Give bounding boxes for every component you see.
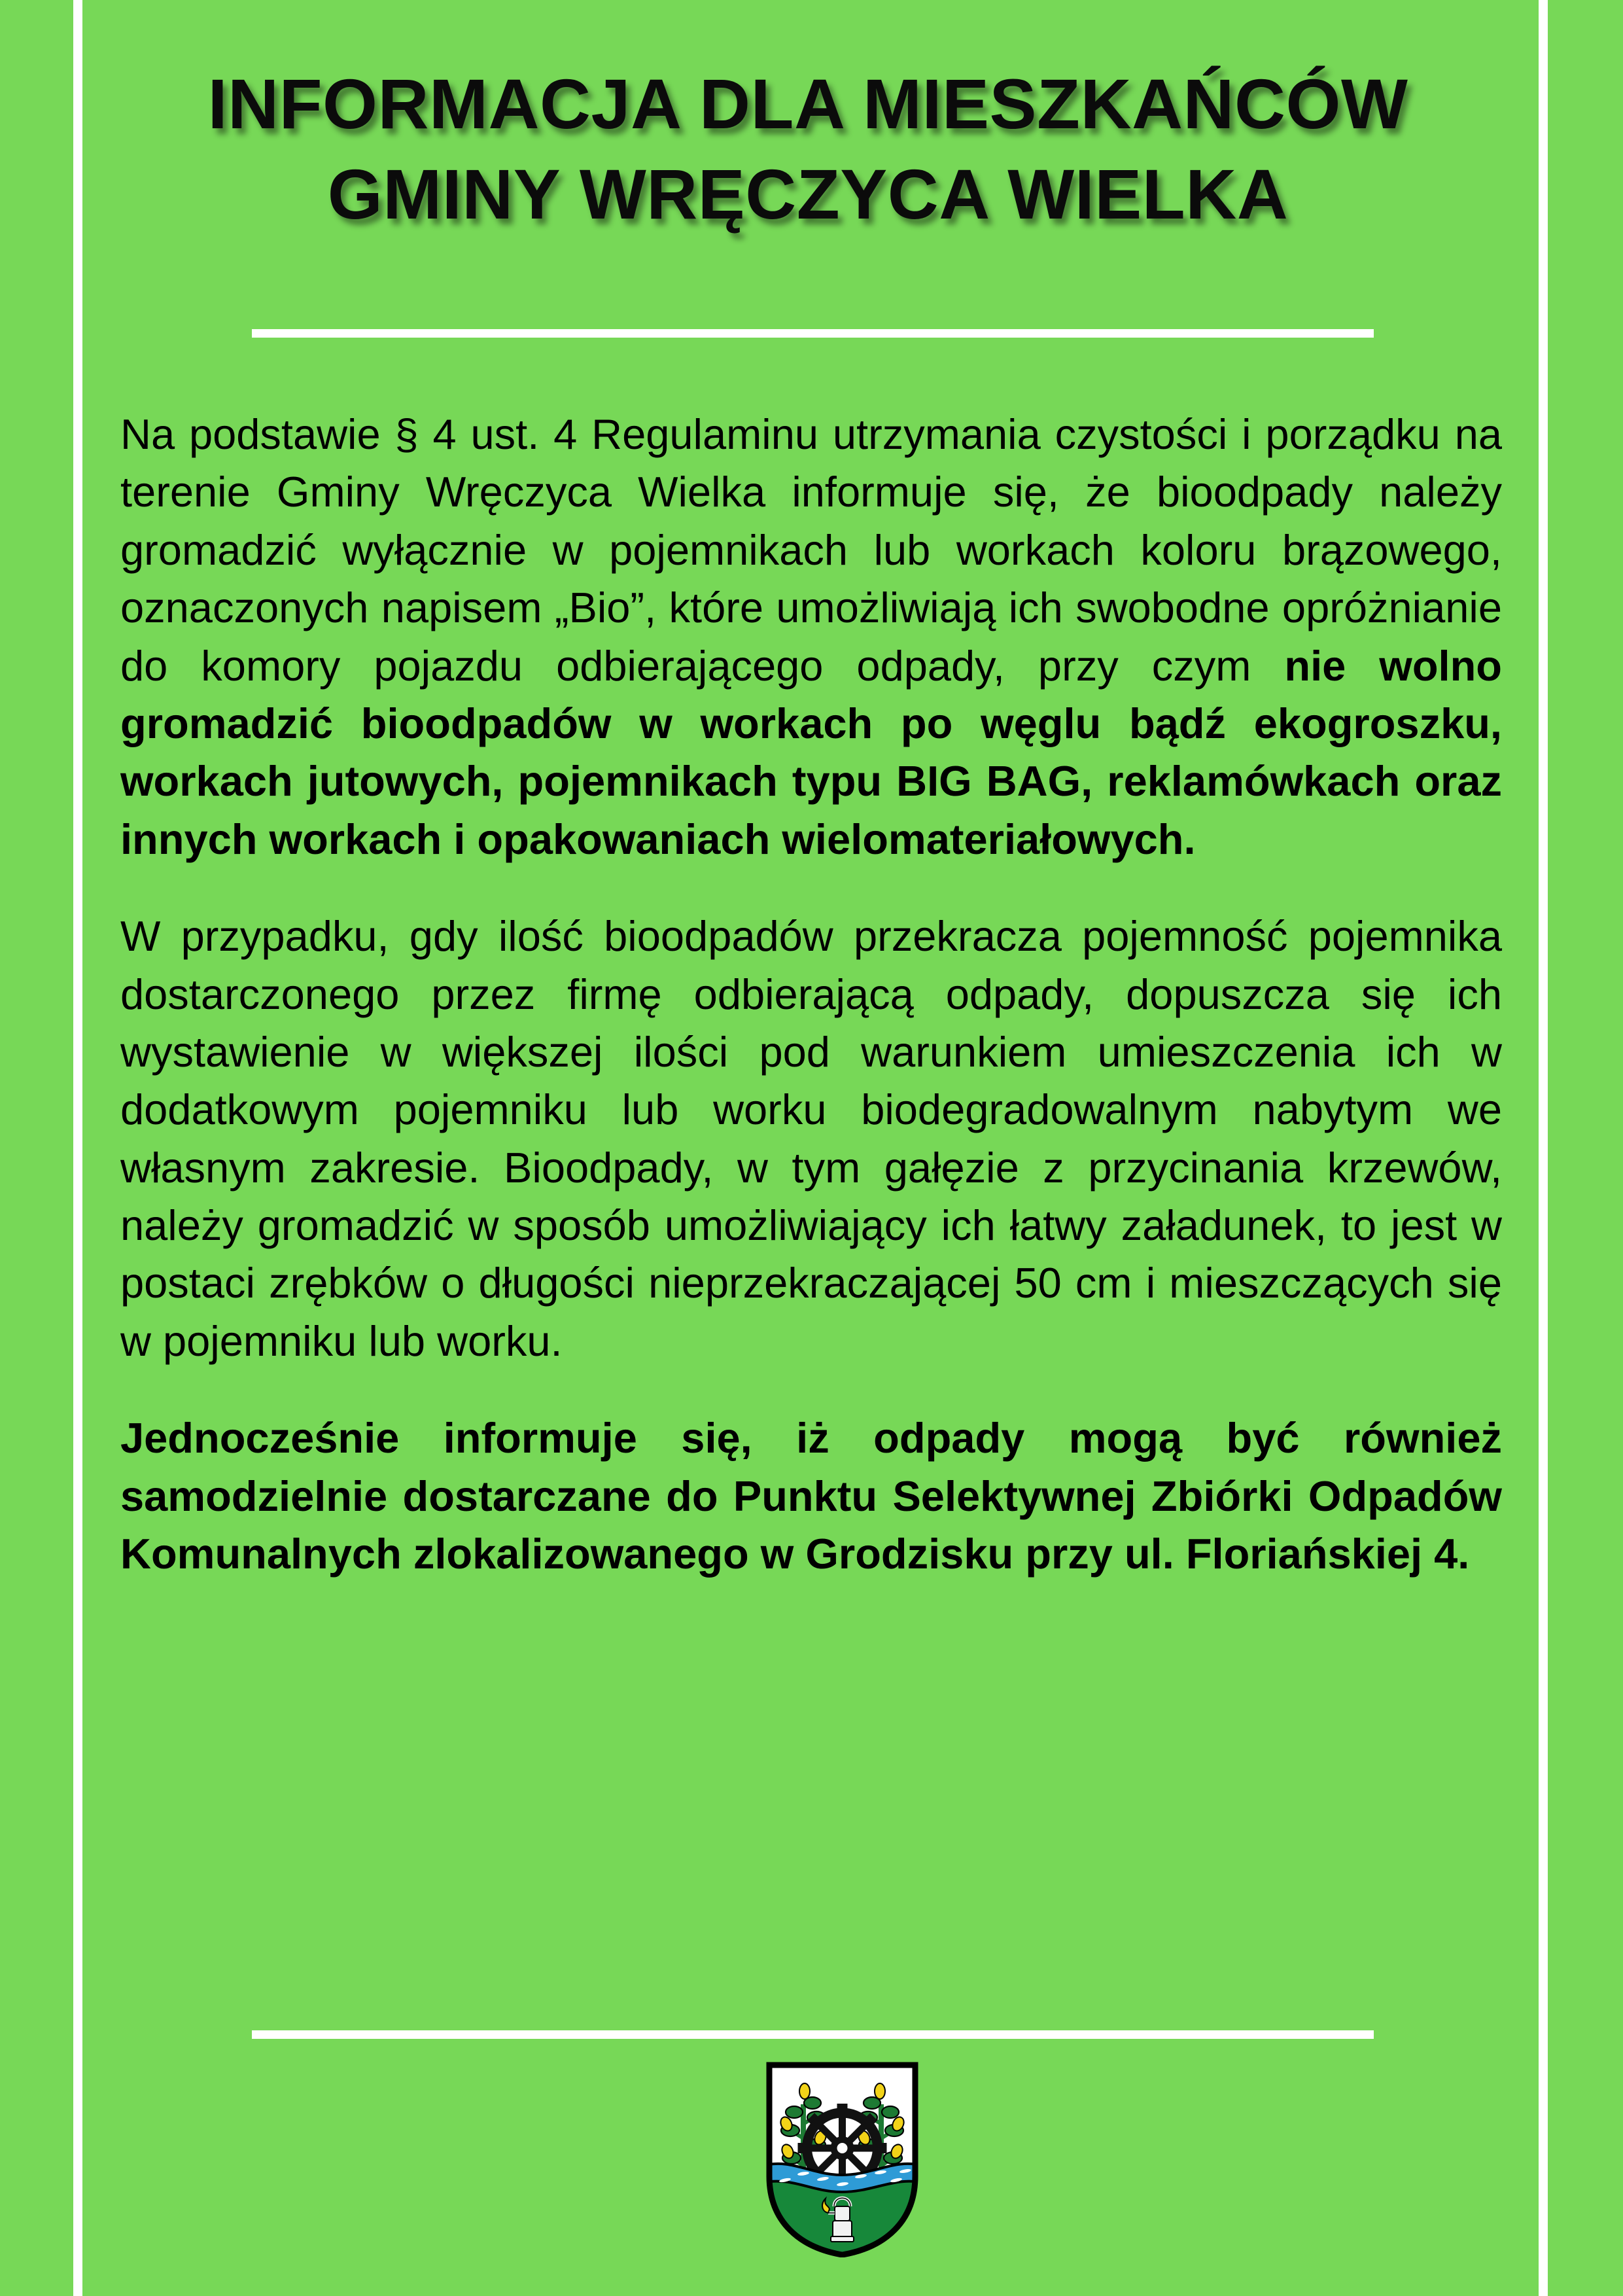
right-frame-rule: [1539, 0, 1548, 2296]
paragraph-1: [120, 406, 1502, 868]
paragraph-3: Jednocześnie informuje się, iż odpady mogą być również samodzielnie dostarczane do Punktu Selektywnej Zbiórki Odpadów Komunalnych zlokalizowanego w Grodzisku przy ul. Floriańskiej 4.: [120, 1414, 1502, 1578]
title-line-2: GMINY WRĘCZYCA WIELKA: [327, 154, 1289, 234]
divider-bottom: [252, 2030, 1374, 2039]
divider-top: [252, 329, 1374, 338]
paragraph-2: W przypadku, gdy ilość bioodpadów przekracza pojemność pojemnika dostarczonego przez firmę odbierającą odpady, dopuszcza się ich wystawienie w większej ilości pod warunkiem umieszczenia ich w dodatkowym pojemniku lub worku biodegradowalnym nabytym we własnym zakresie. Bioodpady, w tym gałęzie z przycinania krzewów, należy gromadzić w sposób umożliwiający ich łatwy załadunek, to jest w postaci zrębków o długości nieprzekraczającej 50 cm i mieszczących się w pojemniku lub worku.: [120, 912, 1502, 1365]
paragraph-1-normal: Na podstawie § 4 ust. 4 Regulaminu utrzymania czystości i porządku na terenie Gminy Wręczyca Wielka informuje się, że bioodpady należy gromadzić wyłącznie w pojemnikach lub workach koloru brązowego, oznaczonych napisem „Bio”, które umożliwiają ich swobodne opróżnianie do komory pojazdu odbierającego odpady, przy czym: [120, 410, 1502, 690]
body-content: [120, 406, 1502, 1583]
coat-of-arms-icon: [765, 2061, 919, 2257]
page-title: [118, 59, 1498, 239]
left-frame-rule: [73, 0, 82, 2296]
paragraph-1-bold: nie wolno gromadzić bioodpadów w workach po węglu bądź ekogroszku, workach jutowych, pojemnikach typu BIG BAG, reklamówkach oraz innych workach i opakowaniach wielomateriałowych.: [120, 641, 1502, 863]
title-line-1: INFORMACJA DLA MIESZKAŃCÓW: [207, 64, 1408, 143]
